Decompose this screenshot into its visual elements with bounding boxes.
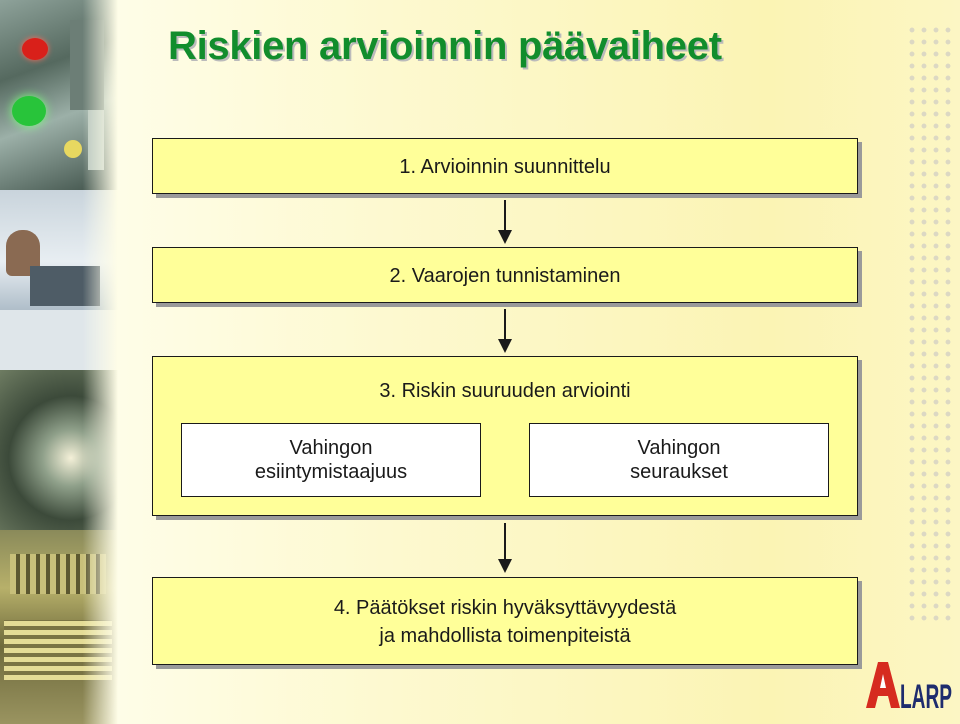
consequences-line-2: seuraukset	[630, 461, 728, 483]
frequency-box	[181, 423, 481, 497]
frequency-line-1: Vahingon	[289, 437, 373, 459]
logo-letters-larp: LARP	[900, 678, 952, 710]
control-room-photo	[0, 530, 118, 724]
step-2-label: 2. Vaarojen tunnistaminen	[389, 265, 621, 287]
laboratory-photo	[0, 190, 118, 370]
slide-title: Riskien arvioinnin päävaiheet	[168, 24, 722, 68]
consequences-line-1: Vahingon	[637, 437, 721, 459]
dot-grid-decoration	[906, 24, 954, 624]
step-4-line-2: ja mahdollista toimenpiteistä	[379, 625, 631, 647]
arrow-down-icon	[504, 309, 506, 351]
photo-strip	[0, 0, 118, 724]
step-4-box	[152, 577, 858, 665]
step-2-box	[152, 247, 858, 303]
alarp-logo	[864, 660, 954, 710]
arrow-down-icon	[504, 523, 506, 571]
step-3-box	[152, 356, 858, 516]
welding-photo	[0, 370, 118, 530]
step-4-line-1: 4. Päätökset riskin hyväksyttävyydestä	[333, 597, 677, 619]
consequences-box	[529, 423, 829, 497]
step-1-label: 1. Arvioinnin suunnittelu	[399, 156, 611, 178]
step-1-box	[152, 138, 858, 194]
step-3-label: 3. Riskin suuruuden arviointi	[379, 380, 631, 402]
arrow-down-icon	[504, 200, 506, 242]
control-panel-photo	[0, 0, 118, 190]
frequency-line-2: esiintymistaajuus	[254, 461, 408, 483]
